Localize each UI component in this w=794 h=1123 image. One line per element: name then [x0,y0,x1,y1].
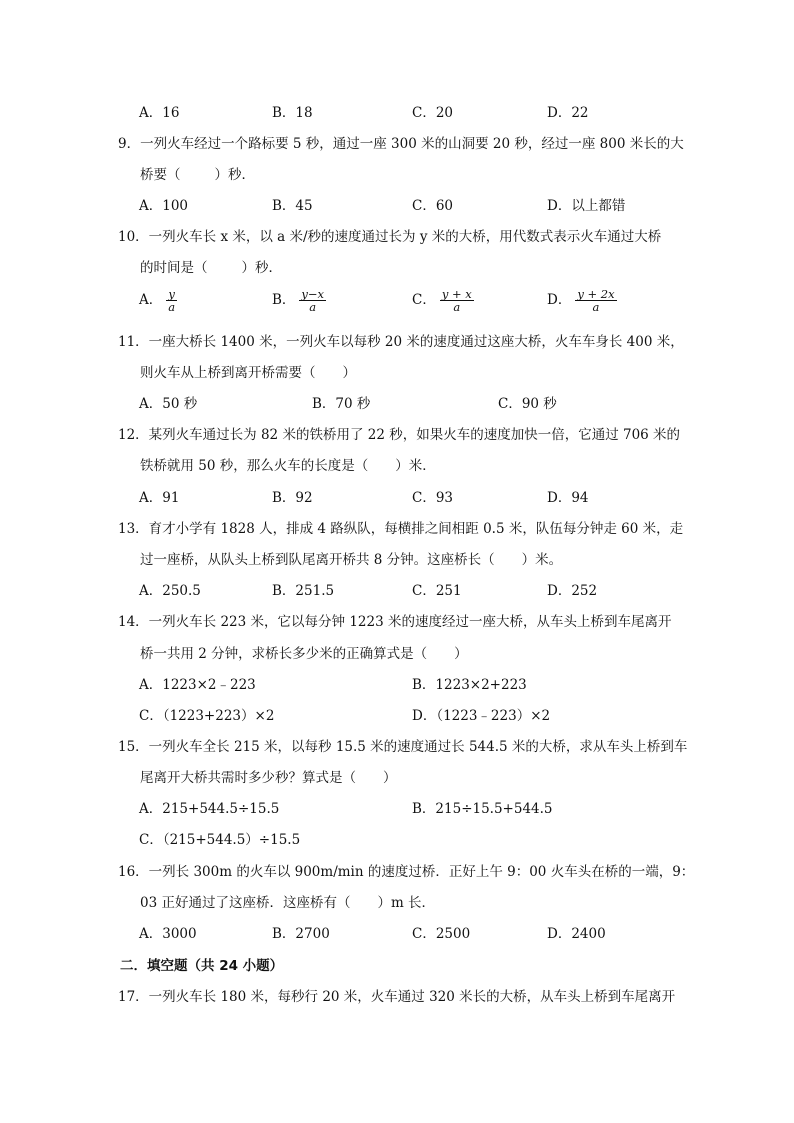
q11-option-c: C．90 秒 [498,396,557,412]
q16-option-d: D．2400 [547,926,606,942]
q12-line-1: 12．某列火车通过长为 82 米的铁桥用了 22 秒，如果火车的速度加快一倍，它通过 706 米的 [118,427,681,443]
q16-line-2: 03 正好通过了这座桥．这座桥有（ ）m 长． [140,895,436,911]
q12-line-2: 铁桥就用 50 秒，那么火车的长度是（ ）米． [140,458,436,474]
q15-line-2: 尾离开大桥共需时多少秒？算式是（ ） [140,770,397,786]
q10-line-1: 10．一列火车长 x 米，以 a 米/秒的速度通过长为 y 米的大桥，用代数式表示火车通过大桥 [118,229,662,245]
q12-option-d: D．94 [547,490,589,506]
q13-option-a: A．250.5 [139,583,201,599]
q13-option-d: D．252 [547,583,598,599]
q9-option-c: C．60 [412,198,454,214]
fraction-b: $\frac{y-x}{a}$ [301,287,325,314]
fraction-c: $\frac{y + x}{a}$ [441,287,472,314]
q14-option-b: B．1223×2+223 [412,677,527,693]
q11-option-a: A．50 秒 [139,396,198,412]
q13-option-c: C．251 [412,583,462,599]
q10-line-2: 的时间是（ ）秒． [140,260,282,276]
q8-option-b: B．18 [272,105,313,121]
q10-option-a: A． $\frac{y}{a}$ [139,287,176,314]
q9-line-1: 9．一列火车经过一个路标要 5 秒，通过一座 300 米的山洞要 20 秒，经过一座 800 米长的大 [118,136,684,152]
section-heading-fill-in: 二．填空题（共 24 小题） [120,958,284,974]
q16-option-a: A．3000 [139,926,197,942]
fraction-a: $\frac{y}{a}$ [168,287,176,314]
q8-option-a: A．16 [139,105,180,121]
q13-option-b: B．251.5 [272,583,335,599]
q10-option-c: C． $\frac{y + x}{a}$ [412,287,472,314]
q13-line-1: 13．育才小学有 1828 人，排成 4 路纵队，每横排之间相距 0.5 米，队伍每分钟走 60 米，走 [118,521,684,537]
q14-option-a: A．1223×2﹣223 [139,677,256,693]
q12-option-b: B．92 [272,490,313,506]
q15-line-1: 15．一列火车全长 215 米，以每秒 15.5 米的速度通过长 544.5 米的大桥，求从车头上桥到车 [118,739,688,755]
q16-line-1: 16．一列长 300m 的火车以 900m/min 的速度过桥．正好上午 9：00 火车头在桥的一端，9： [118,864,695,880]
q14-option-c: C．（1223+223）×2 [139,708,275,724]
q16-option-b: B．2700 [272,926,330,942]
q8-option-d: D．22 [547,105,589,121]
q10-option-d: D． $\frac{y + 2x}{a}$ [547,287,615,314]
q12-option-c: C．93 [412,490,454,506]
q9-line-2: 桥要（ ）秒． [140,167,255,183]
q9-option-b: B．45 [272,198,313,214]
q15-option-c: C．（215+544.5）÷15.5 [139,832,301,848]
q8-option-c: C．20 [412,105,454,121]
q15-option-a: A．215+544.5÷15.5 [139,801,280,817]
q13-line-2: 过一座桥，从队头上桥到队尾离开桥共 8 分钟。这座桥长（ ）米。 [140,552,563,568]
q14-line-2: 桥一共用 2 分钟，求桥长多少米的正确算式是（ ） [140,646,468,662]
q10-option-b: B． $\frac{y-x}{a}$ [272,287,325,314]
q16-option-c: C．2500 [412,926,471,942]
q14-option-d: D．（1223﹣223）×2 [412,708,551,724]
q14-line-1: 14．一列火车长 223 米，它以每分钟 1223 米的速度经过一座大桥，从车头上桥到车尾离开 [118,614,672,630]
q15-option-b: B．215÷15.5+544.5 [412,801,553,817]
fraction-d: $\frac{y + 2x}{a}$ [577,287,615,314]
q17-line-1: 17．一列火车长 180 米，每秒行 20 米，火车通过 320 米长的大桥，从车头上桥到车尾离开 [118,989,676,1005]
q9-option-d: D．以上都错 [547,198,626,214]
q11-option-b: B．70 秒 [312,396,371,412]
q12-option-a: A．91 [139,490,180,506]
q11-line-2: 则火车从上桥到离开桥需要（ ） [140,365,356,381]
q9-option-a: A．100 [139,198,189,214]
q11-line-1: 11．一座大桥长 1400 米，一列火车以每秒 20 米的速度通过这座大桥，火车车身长 400 米， [118,334,684,350]
